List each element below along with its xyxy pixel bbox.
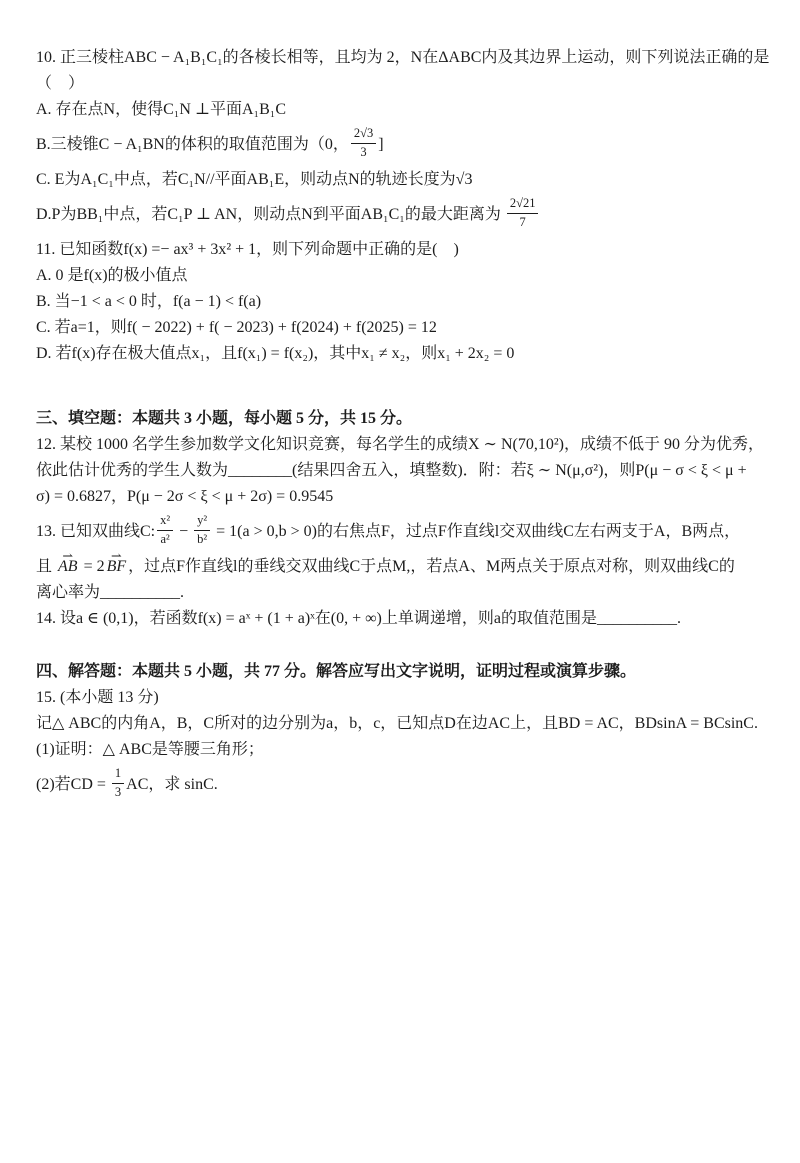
fraction-1-over-3: [112, 766, 124, 800]
vector-AB: ⇀ AB: [58, 554, 78, 580]
q15-line4-post: AC，求 sinC.: [126, 776, 218, 793]
q10-stem-line1: 10. 正三棱柱ABC − A₁B₁C₁的各棱长相等，且均为 2，N在ΔABC内及其边界上运动，则下列说法正确的是: [36, 49, 770, 66]
fraction-numerator: 2√3: [351, 126, 376, 144]
fraction-denominator: a²: [160, 531, 170, 546]
section-3-title: 三、填空题：本题共 3 小题，每小题 5 分，共 15 分。: [36, 410, 413, 427]
q13-line1-pre: 13. 已知双曲线C:: [36, 523, 156, 540]
q14-line1: 14. 设a ∈ (0,1)，若函数f(x) = aˣ + (1 + a)ˣ在(0, + ∞)上单调递增，则a的取值范围是__________.: [36, 610, 681, 627]
q15-line3: (1)证明：△ ABC是等腰三角形；: [36, 741, 264, 758]
q12-line2: 依此估计优秀的学生人数为________(结果四舍五入，填整数)．附：若ξ ∼ N(μ,σ²)，则P(μ − σ < ξ < μ +: [36, 462, 747, 479]
q13-line2-post: ，过点F作直线l的垂线交双曲线C于点M,，若点A、M两点关于原点对称，则双曲线C的: [128, 558, 735, 575]
fraction-denominator: 7: [519, 214, 526, 229]
question-14: [36, 606, 772, 632]
q12-line1: 12. 某校 1000 名学生参加数学文化知识竞赛，每名学生的成绩X ∼ N(70,10²)，成绩不低于 90 分为优秀，: [36, 436, 764, 453]
q11-option-d: D. 若f(x)存在极大值点x₁，且f(x₁) = f(x₂)，其中x₁ ≠ x₂，则x₁ + 2x₂ = 0: [36, 345, 515, 362]
q13-line1: [36, 510, 772, 554]
q10-option-a: A. 存在点N，使得C₁N ⊥平面A₁B₁C: [36, 101, 287, 118]
q13-line1-minus: −: [175, 523, 193, 540]
fraction-numerator: 2√21: [507, 196, 539, 214]
q13-line2-pre: 且: [36, 558, 57, 575]
q11-option-b: B. 当−1 < a < 0 时，f(a − 1) < f(a): [36, 293, 262, 310]
q11-option-c: C. 若a=1，则f( − 2022) + f( − 2023) + f(2024) + f(2025) = 12: [36, 319, 437, 336]
fraction-y2-over-b2: [194, 513, 210, 547]
q13-line3: 离心率为__________.: [36, 584, 185, 601]
question-12: [36, 432, 772, 510]
q10-option-d-text: D.P为BB₁中点，若C₁P ⊥ AN，则动点N到平面AB₁C₁的最大距离为: [36, 206, 505, 223]
vector-BF: ⇀ BF: [107, 554, 127, 580]
q13-line2: [36, 554, 772, 580]
q15-line2: 记△ ABC的内角A，B，C所对的边分别为a，b，c，已知点D在边AC上，且BD = AC，BDsinA = BCsinC.: [36, 715, 758, 732]
q12-line3: σ) = 0.6827，P(μ − 2σ < ξ < μ + 2σ) = 0.9545: [36, 488, 334, 505]
q15-line4: [36, 763, 772, 807]
question-13: [36, 510, 772, 606]
q10-option-c: C. E为A₁C₁中点，若C₁N//平面AB₁E，则动点N的轨迹长度为√3: [36, 171, 473, 188]
q10-option-b-close: ]: [378, 136, 384, 153]
fraction-denominator: b²: [197, 531, 208, 546]
q10-option-b-text: B.三棱锥C − A₁BN的体积的取值范围为（0，: [36, 136, 349, 153]
fraction-numerator: 1: [112, 766, 124, 784]
fraction-x2-over-a2: [157, 513, 173, 547]
q15-line4-pre: (2)若CD =: [36, 776, 110, 793]
fraction-denominator: 3: [114, 784, 122, 799]
section-4-title: 四、解答题：本题共 5 小题，共 77 分。解答应写出文字说明，证明过程或演算步骤。: [36, 663, 637, 680]
question-10: [36, 45, 772, 237]
fraction-denominator: 3: [360, 144, 367, 159]
fraction-2root3-over-3: [351, 126, 376, 160]
question-11: [36, 237, 772, 367]
q11-option-a: A. 0 是f(x)的极小值点: [36, 267, 188, 284]
q15-line1: 15. (本小题 13 分): [36, 689, 159, 706]
fraction-numerator: y²: [194, 513, 210, 531]
question-15: [36, 685, 772, 807]
fraction-numerator: x²: [157, 513, 173, 531]
q10-option-d: [36, 193, 772, 237]
q13-line1-post: = 1(a > 0,b > 0)的右焦点F，过点F作直线l交双曲线C左右两支于A，B两点，: [212, 523, 741, 540]
q13-line2-equals: = 2: [79, 558, 105, 575]
q10-option-b: [36, 123, 772, 167]
q10-stem-line2: （ ）: [36, 75, 85, 92]
q11-stem: 11. 已知函数f(x) =− ax³ + 3x² + 1，则下列命题中正确的是( ): [36, 241, 459, 258]
fraction-2root21-over-7: [507, 196, 539, 230]
